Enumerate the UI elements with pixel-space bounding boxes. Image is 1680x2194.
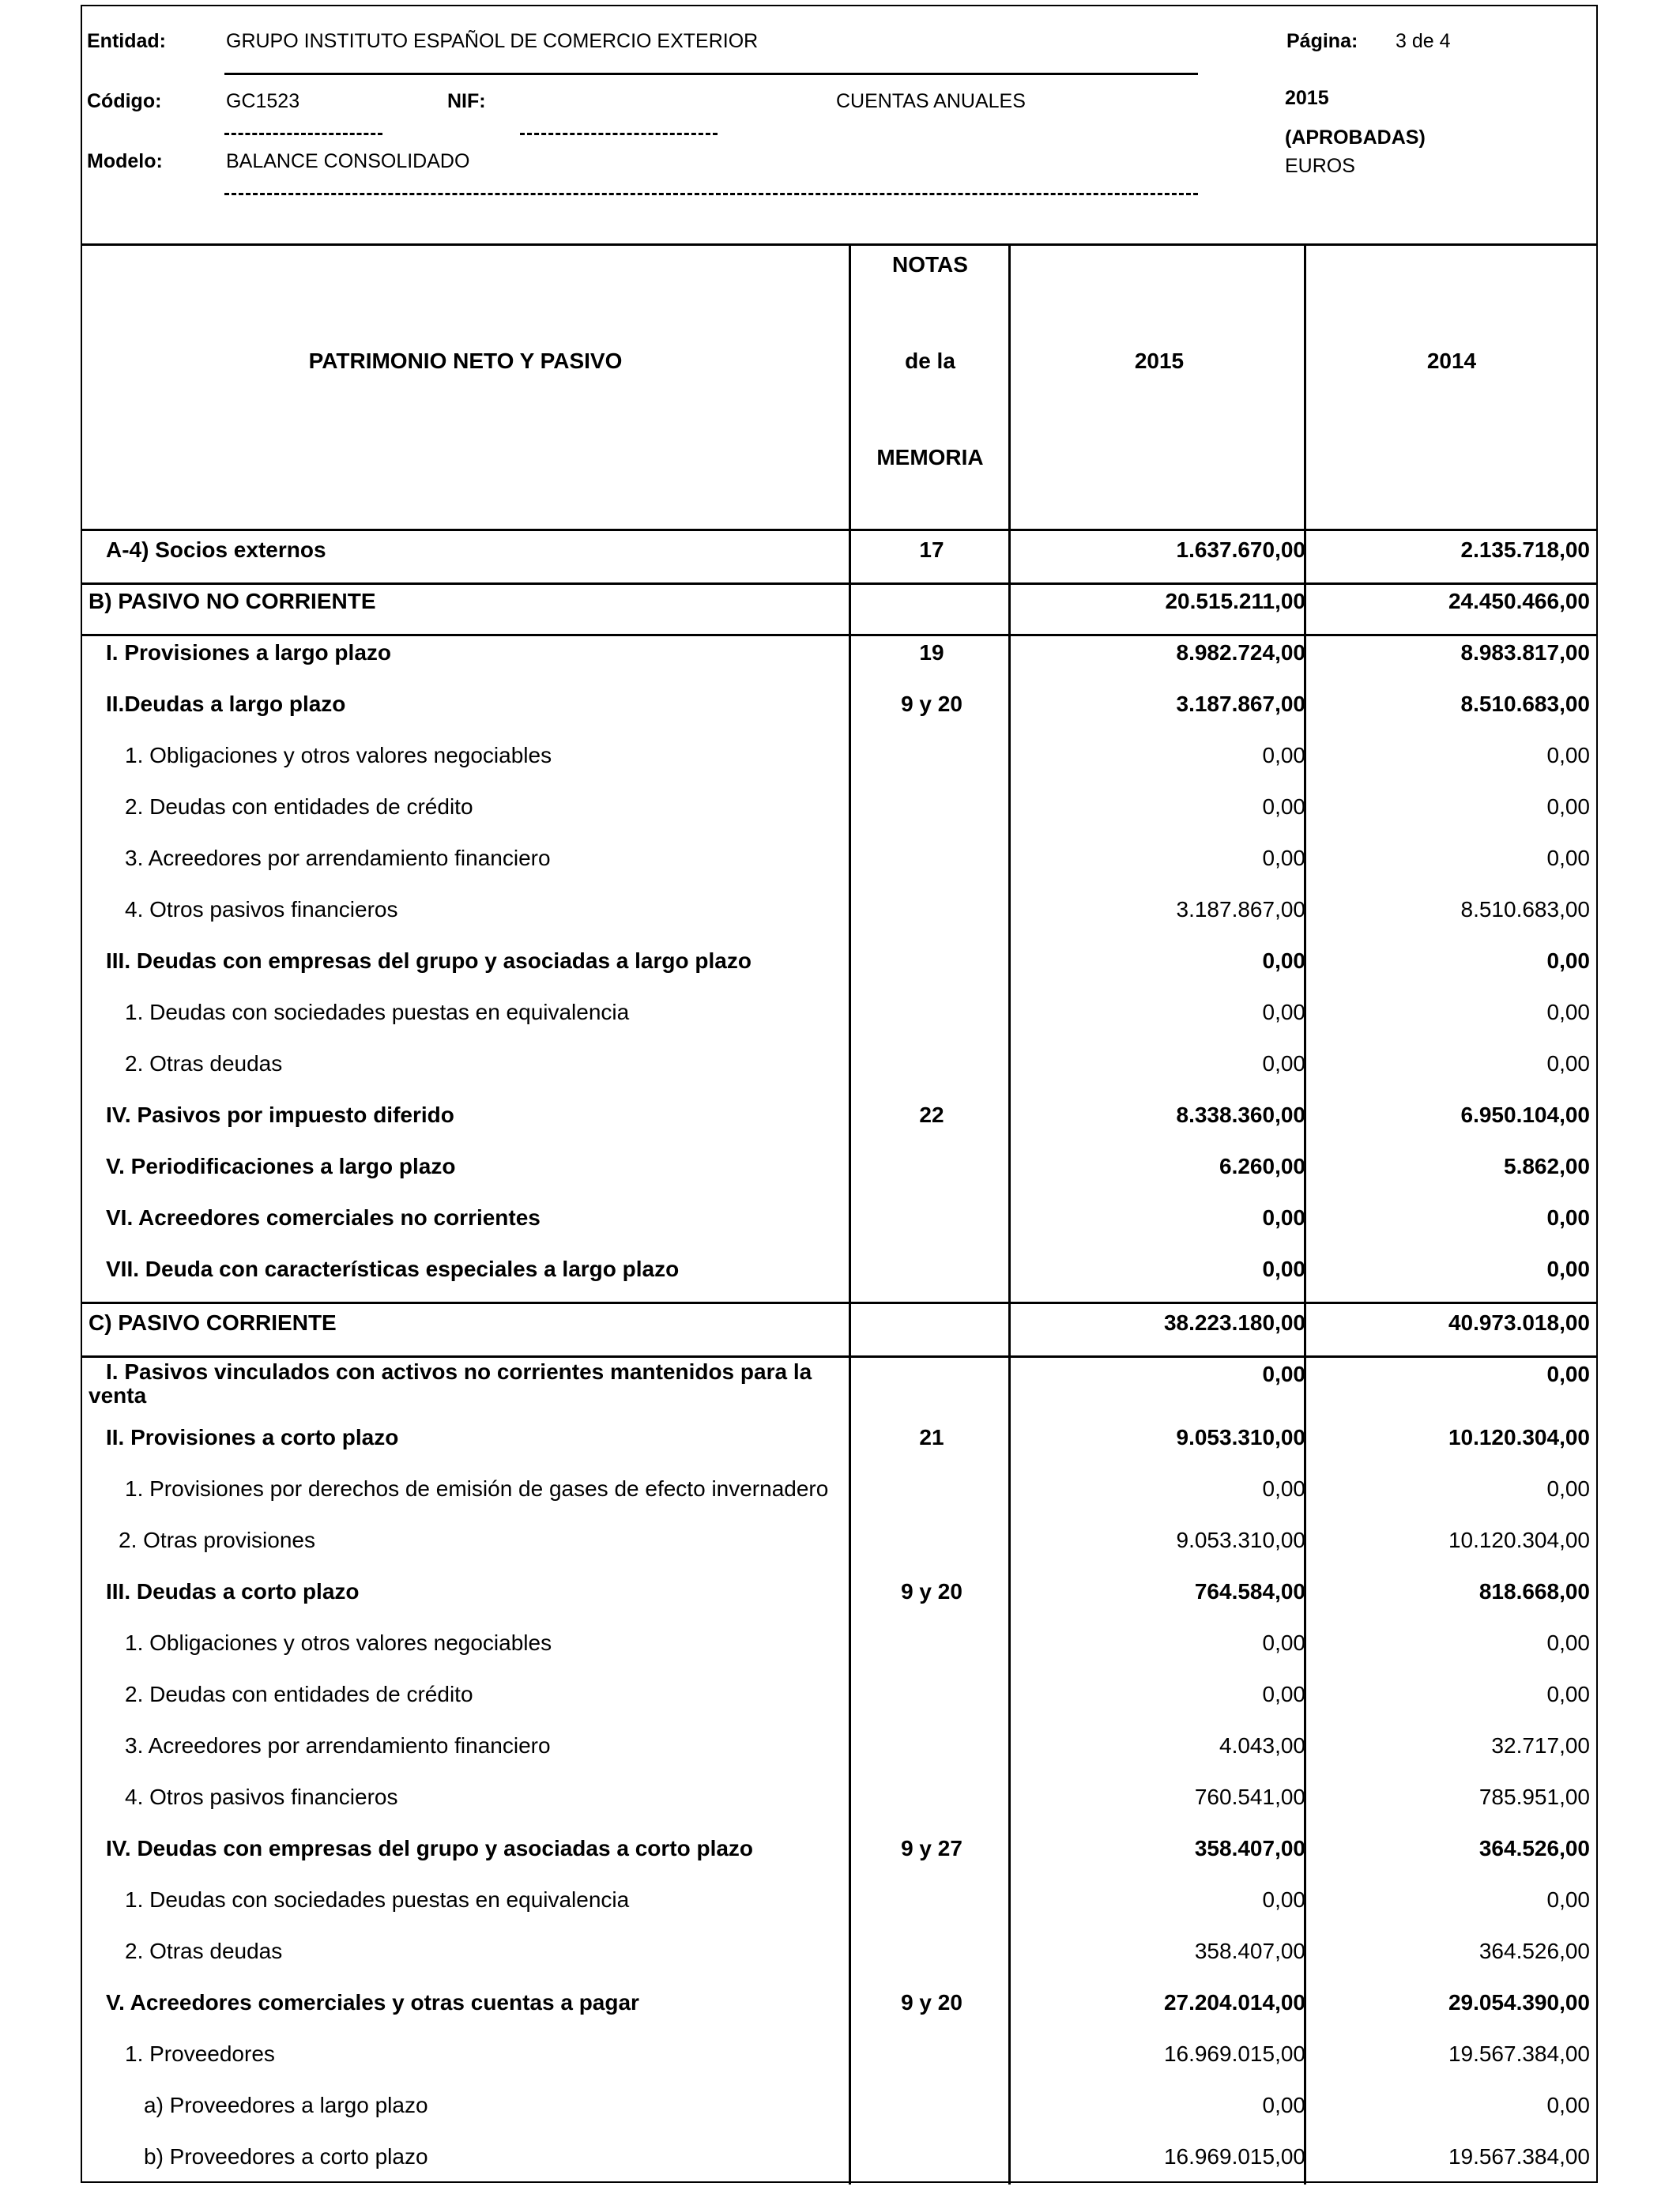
modelo-underline (224, 193, 1198, 195)
row-label: II.Deudas a largo plazo (106, 692, 346, 716)
table-row (82, 1045, 1596, 1096)
row-value-2014: 10.120.304,00 (1448, 1528, 1590, 1552)
row-value-2015: 0,00 (1262, 794, 1305, 819)
row-value-2015: 6.260,00 (1219, 1154, 1305, 1178)
row-value-2014: 0,00 (1546, 1887, 1590, 1912)
row-value-2015: 760.541,00 (1194, 1785, 1305, 1809)
row-label: 2. Otras deudas (125, 1051, 283, 1076)
row-value-2014: 0,00 (1546, 1362, 1590, 1386)
codigo-value: GC1523 (226, 90, 300, 112)
row-label: C) PASIVO CORRIENTE (89, 1310, 337, 1335)
row-value-2015: 764.584,00 (1194, 1579, 1305, 1604)
row-value-2014: 0,00 (1546, 846, 1590, 870)
cuentas-anuales: CUENTAS ANUALES (836, 90, 1026, 112)
table-row (82, 1199, 1596, 1250)
row-value-2015: 38.223.180,00 (1163, 1310, 1305, 1335)
codigo-label: Código: (87, 90, 162, 112)
table-row (82, 1932, 1596, 1984)
row-value-2015: 358.407,00 (1194, 1836, 1305, 1860)
row-value-2015: 0,00 (1262, 1630, 1305, 1655)
row-label: 4. Otros pasivos financieros (125, 897, 398, 922)
row-label: 1. Provisiones por derechos de emisión de gases de efecto invernadero (125, 1476, 829, 1501)
table-row (82, 1521, 1596, 1573)
row-value-2015: 9.053.310,00 (1176, 1425, 1305, 1449)
col-concept-header: PATRIMONIO NETO Y PASIVO (308, 349, 623, 373)
row-value-2015: 0,00 (1262, 1051, 1305, 1076)
row-value-2014: 0,00 (1546, 1000, 1590, 1024)
row-value-2014: 29.054.390,00 (1448, 1990, 1590, 2015)
row-value-2014: 785.951,00 (1478, 1785, 1590, 1809)
row-value-2015: 0,00 (1262, 1362, 1305, 1386)
col-notes-header-line2: de la (905, 349, 955, 373)
row-value-2014: 0,00 (1546, 2093, 1590, 2117)
row-value-2014: 0,00 (1546, 1476, 1590, 1501)
row-note: 9 y 27 (901, 1836, 962, 1860)
row-value-2015: 4.043,00 (1219, 1733, 1305, 1758)
table-header (82, 243, 1596, 531)
row-label: I. Provisiones a largo plazo (106, 640, 391, 665)
pagina-label: Página: (1286, 30, 1358, 52)
row-note: 17 (919, 537, 944, 562)
modelo-value: BALANCE CONSOLIDADO (226, 150, 470, 172)
table-row (82, 2035, 1596, 2087)
table-row (82, 685, 1596, 737)
row-label: 1. Deudas con sociedades puestas en equivalencia (125, 1000, 630, 1024)
col-notes-header-line1: NOTAS (892, 252, 968, 277)
row-label: III. Deudas a corto plazo (106, 1579, 360, 1604)
table-row (82, 993, 1596, 1045)
row-label: III. Deudas con empresas del grupo y asociadas a largo plazo (106, 948, 751, 973)
pagina-value: 3 de 4 (1396, 30, 1451, 52)
table-row (82, 839, 1596, 891)
row-value-2015: 0,00 (1262, 1257, 1305, 1281)
row-label: B) PASIVO NO CORRIENTE (89, 589, 376, 613)
table-row (82, 1676, 1596, 1727)
row-value-2014: 8.510.683,00 (1460, 897, 1590, 922)
row-label: II. Provisiones a corto plazo (106, 1425, 399, 1449)
row-label: 1. Obligaciones y otros valores negociables (125, 743, 552, 767)
row-value-2014: 8.983.817,00 (1460, 640, 1590, 665)
table-row (82, 1148, 1596, 1199)
row-value-2014: 0,00 (1546, 794, 1590, 819)
table-row (82, 1470, 1596, 1521)
row-label: A-4) Socios externos (106, 537, 326, 562)
aprobadas-label: (APROBADAS) (1285, 126, 1426, 149)
row-value-2014: 0,00 (1546, 948, 1590, 973)
col-2014-header: 2014 (1426, 349, 1477, 373)
row-note: 9 y 20 (901, 1990, 962, 2015)
entidad-label: Entidad: (87, 30, 166, 52)
row-value-2014: 40.973.018,00 (1448, 1310, 1590, 1335)
row-label: 1. Deudas con sociedades puestas en equivalencia (125, 1887, 630, 1912)
row-label: IV. Deudas con empresas del grupo y asociadas a corto plazo (106, 1836, 754, 1860)
row-note: 22 (919, 1103, 944, 1127)
table-row (82, 634, 1596, 685)
row-value-2014: 0,00 (1546, 1682, 1590, 1706)
table-row (82, 1881, 1596, 1932)
entidad-underline (224, 73, 1198, 75)
row-value-2015: 16.969.015,00 (1163, 2144, 1305, 2169)
row-value-2015: 0,00 (1262, 1682, 1305, 1706)
row-value-2015: 0,00 (1262, 1205, 1305, 1230)
row-value-2014: 6.950.104,00 (1460, 1103, 1590, 1127)
row-value-2014: 19.567.384,00 (1448, 2041, 1590, 2066)
table-row (82, 737, 1596, 788)
row-value-2015: 20.515.211,00 (1165, 589, 1305, 613)
row-value-2015: 0,00 (1262, 2093, 1305, 2117)
table-row (82, 1355, 1596, 1419)
row-value-2015: 16.969.015,00 (1163, 2041, 1305, 2066)
row-label: V. Acreedores comerciales y otras cuentas a pagar (106, 1990, 639, 2015)
codigo-underline (224, 133, 382, 135)
row-note: 9 y 20 (901, 692, 962, 716)
table-row (82, 1573, 1596, 1624)
row-value-2014: 24.450.466,00 (1448, 589, 1590, 613)
row-label: b) Proveedores a corto plazo (144, 2144, 428, 2169)
row-value-2014: 10.120.304,00 (1448, 1425, 1590, 1449)
row-value-2014: 0,00 (1546, 1630, 1590, 1655)
row-note: 9 y 20 (901, 1579, 962, 1604)
row-value-2014: 0,00 (1546, 743, 1590, 767)
modelo-label: Modelo: (87, 150, 163, 172)
row-value-2015: 1.637.670,00 (1176, 537, 1305, 562)
table-row (82, 531, 1596, 585)
row-label: 2. Otras provisiones (119, 1528, 315, 1552)
row-label: a) Proveedores a largo plazo (144, 2093, 428, 2117)
col-2015-header: 2015 (1134, 349, 1185, 373)
row-value-2014: 19.567.384,00 (1448, 2144, 1590, 2169)
row-value-2015: 0,00 (1262, 1887, 1305, 1912)
table-row (82, 1250, 1596, 1304)
row-value-2015: 0,00 (1262, 1000, 1305, 1024)
row-value-2015: 3.187.867,00 (1176, 897, 1305, 922)
row-label: 1. Proveedores (125, 2041, 275, 2066)
table-row (82, 1419, 1596, 1470)
row-value-2015: 0,00 (1262, 948, 1305, 973)
table-row (82, 788, 1596, 839)
row-value-2014: 32.717,00 (1491, 1733, 1590, 1758)
table-row (82, 942, 1596, 993)
row-label: I. Pasivos vinculados con activos no corrientes mantenidos para la venta (89, 1359, 812, 1408)
row-value-2015: 27.204.014,00 (1163, 1990, 1305, 2015)
row-label: VI. Acreedores comerciales no corrientes (106, 1205, 541, 1230)
row-value-2014: 364.526,00 (1478, 1836, 1590, 1860)
row-value-2014: 8.510.683,00 (1460, 692, 1590, 716)
row-value-2015: 0,00 (1262, 743, 1305, 767)
table-row (82, 891, 1596, 942)
table-row (82, 2138, 1596, 2189)
row-value-2015: 8.982.724,00 (1176, 640, 1305, 665)
row-label: 2. Deudas con entidades de crédito (125, 794, 473, 819)
row-value-2014: 0,00 (1546, 1051, 1590, 1076)
row-value-2014: 818.668,00 (1478, 1579, 1590, 1604)
table-row (82, 1624, 1596, 1676)
row-label: 2. Deudas con entidades de crédito (125, 1682, 473, 1706)
table-row (82, 582, 1596, 636)
row-value-2014: 5.862,00 (1504, 1154, 1590, 1178)
row-label: IV. Pasivos por impuesto diferido (106, 1103, 454, 1127)
row-value-2014: 0,00 (1546, 1205, 1590, 1230)
row-value-2015: 0,00 (1262, 1476, 1305, 1501)
row-value-2015: 3.187.867,00 (1176, 692, 1305, 716)
table-row (82, 1304, 1596, 1358)
row-note: 21 (919, 1425, 944, 1449)
nif-label: NIF: (447, 90, 486, 112)
table-row (82, 1830, 1596, 1881)
row-label: 4. Otros pasivos financieros (125, 1785, 398, 1809)
table-row (82, 1778, 1596, 1830)
row-value-2014: 364.526,00 (1478, 1939, 1590, 1963)
table-row (82, 1727, 1596, 1778)
entidad-value: GRUPO INSTITUTO ESPAÑOL DE COMERCIO EXTERIOR (226, 30, 759, 52)
col-notes-header-line3: MEMORIA (876, 445, 984, 469)
row-label: 1. Obligaciones y otros valores negociables (125, 1630, 552, 1655)
currency-label: EUROS (1285, 155, 1355, 177)
row-value-2014: 0,00 (1546, 1257, 1590, 1281)
row-value-2015: 358.407,00 (1194, 1939, 1305, 1963)
row-value-2015: 0,00 (1262, 846, 1305, 870)
row-label: 3. Acreedores por arrendamiento financiero (125, 846, 551, 870)
row-value-2015: 9.053.310,00 (1176, 1528, 1305, 1552)
row-label: VII. Deuda con características especiales a largo plazo (106, 1257, 680, 1281)
year-label: 2015 (1285, 87, 1329, 109)
table-row (82, 1096, 1596, 1148)
nif-underline (520, 133, 718, 135)
row-value-2015: 8.338.360,00 (1176, 1103, 1305, 1127)
row-label: V. Periodificaciones a largo plazo (106, 1154, 456, 1178)
row-value-2014: 2.135.718,00 (1460, 537, 1590, 562)
row-note: 19 (919, 640, 944, 665)
row-label: 3. Acreedores por arrendamiento financiero (125, 1733, 551, 1758)
table-row (82, 1984, 1596, 2035)
row-label: 2. Otras deudas (125, 1939, 283, 1963)
table-row (82, 2087, 1596, 2138)
